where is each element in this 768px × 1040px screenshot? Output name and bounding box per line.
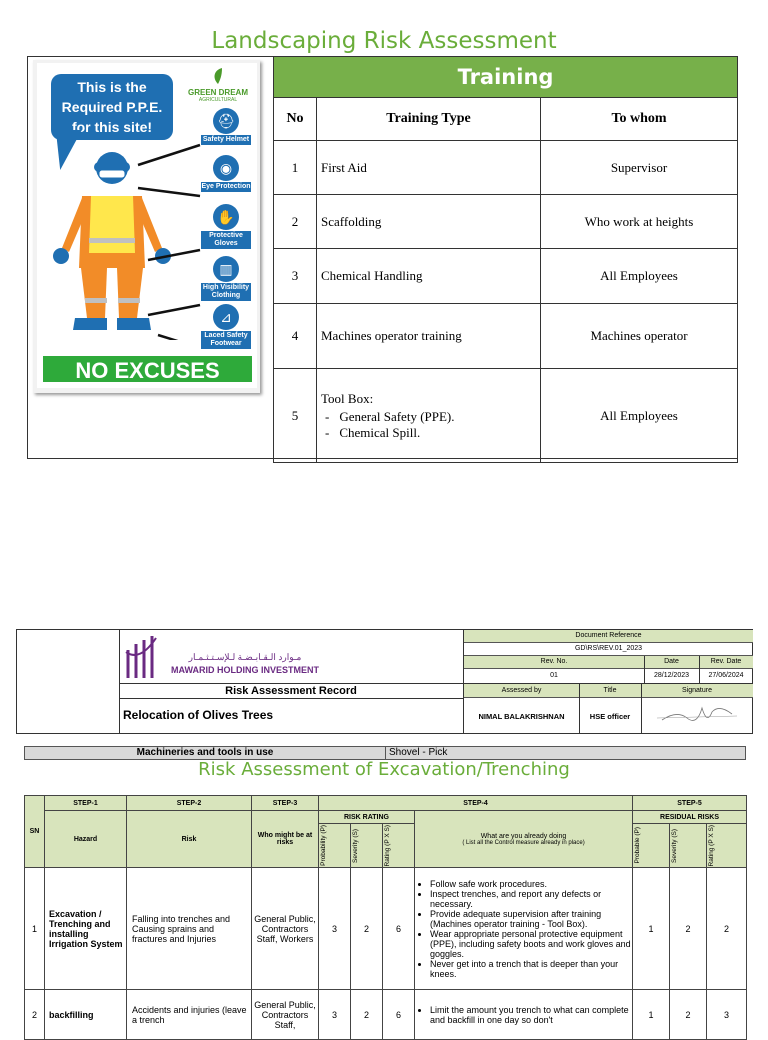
signature-icon — [657, 700, 737, 730]
machinery-label: Machineries and tools in use — [136, 747, 274, 758]
risk-table: SN STEP-1 STEP-2 STEP-3 STEP-4 STEP-5 Hazard Risk Who might be at risks RISK RATING What are you already doing ( List all the Control measure already in place) RESIDUAL RISKS Probability (P) Severity (S) Rating (P X S) Probable (P) Severity (S) Rating (P X S) 1 Excavation / Trenching and installing Irrigation System Falling into trenches and Causing sprains and fractures and Injuries General Public, Contractors Staff, Workers 3 2 6 • Follow safe work procedures. • Inspect trenches, and report any defects or necessary. • Provide adequate supervision after training (Machines operator training - Tool Box). • Wear appropriate personal protective equipment (PPE), including safety boots and work gloves and goggles. • Never get into a trench that is deeper than your knees. 1 2 2 2 backfilling Accidents and injuries (leave a trench General Public, Contractors Staff, 3 2 6 • Limit the amount you trench to what can complete and backfill in one day so don't 1 2 3 — [24, 795, 747, 1040]
leaf-icon — [208, 66, 228, 86]
table-row: 4 Machines operator training Machines operator — [274, 304, 738, 369]
rev-no: 01 — [550, 672, 558, 679]
ppe-boots: ⊿ Laced Safety Footwear — [201, 304, 251, 349]
mawarid-logo-icon — [124, 632, 158, 680]
table-row: 3 Chemical Handling All Employees — [274, 249, 738, 304]
training-table — [273, 56, 738, 463]
table-row: 2 Scaffolding Who work at heights — [274, 195, 738, 249]
pointer-arrows-icon — [128, 120, 208, 340]
ppe-gloves: ✋ Protective Gloves — [201, 204, 251, 249]
goggles-icon: ◉ — [213, 155, 239, 181]
col-no: No — [274, 98, 317, 141]
date: 28/12/2023 — [653, 672, 690, 679]
doc-ref: GD\RS\REV.01_2023 — [574, 645, 643, 652]
list-item: - Chemical Spill. — [341, 425, 539, 441]
ppe-poster — [33, 60, 260, 393]
green-dream-logo: GREEN DREAM AGRICULTURAL — [183, 66, 253, 103]
boots-icon: ⊿ — [213, 304, 239, 330]
toolbox-label: Tool Box: — [321, 390, 374, 406]
company-name-en: MAWARID HOLDING INVESTMENT — [171, 665, 319, 675]
assessor-title: HSE officer — [589, 712, 631, 721]
excavation-title: Risk Assessment of Excavation/Trenching — [198, 759, 570, 780]
machinery-bar — [24, 746, 746, 760]
table-row: 1 Excavation / Trenching and installing Irrigation System Falling into trenches and Causing sprains and fractures and Injuries General Public, Contractors Staff, Workers 3 2 6 • Follow safe work procedures. • Inspect trenches, and report any defects or necessary. • Provide adequate supervision after training (Machines operator training - Tool Box). • Wear appropriate personal protective equipment (PPE), including safety boots and work gloves and goggles. • Never get into a trench that is deeper than your knees. 1 2 2 — [25, 868, 747, 990]
vest-icon: ▥ — [213, 256, 239, 282]
ppe-helmet: ⛑ Safety Helmet — [201, 108, 251, 145]
gloves-icon: ✋ — [213, 204, 239, 230]
page-title: Landscaping Risk Assessment — [211, 28, 557, 54]
assessed-by: NIMAL BALAKRISHNAN — [478, 712, 565, 721]
machinery-value: Shovel - Pick — [389, 747, 448, 758]
list-item: - General Safety (PPE). — [341, 409, 539, 425]
no-excuses-banner: NO EXCUSES — [41, 354, 254, 384]
table-row: 2 backfilling Accidents and injuries (leave a trench General Public, Contractors Staff, 3 2 6 • Limit the amount you trench to what can complete and backfill in one day so don't 1 2 3 — [25, 990, 747, 1040]
record-title: Risk Assessment Record — [225, 685, 357, 697]
table-row: 1 First Aid Supervisor — [274, 141, 738, 195]
activity-name: Relocation of Olives Trees — [123, 708, 274, 722]
company-name-ar: مـوارد الـقـابـضـة لـلإسـتـثـمـار — [188, 652, 302, 662]
risk-record-header: مـوارد الـقـابـضـة لـلإسـتـثـمـار MAWARID HOLDING INVESTMENT Risk Assessment Record Relocation of Olives Trees Document Reference GD\RS\REV.01_2023 Rev. No. Date Rev. Date 01 28/12/2023 27/06/2024 Assessed by Title Signature NIMAL BALAKRISHNAN HSE officer — [16, 629, 753, 734]
training-header: Training — [274, 57, 738, 98]
col-to-whom: To whom — [541, 98, 738, 141]
ppe-eye: ◉ Eye Protection — [201, 155, 251, 192]
table-row: 5 Tool Box: - General Safety (PPE). - Chemical Spill. All Employees — [274, 369, 738, 463]
col-training-type: Training Type — [317, 98, 541, 141]
rev-date: 27/06/2024 — [708, 672, 744, 679]
helmet-icon: ⛑ — [213, 108, 239, 134]
ppe-bubble: This is the Required P.P.E. for this site! — [51, 74, 173, 140]
ppe-vest: ▥ High Visibility Clothing — [201, 256, 251, 301]
